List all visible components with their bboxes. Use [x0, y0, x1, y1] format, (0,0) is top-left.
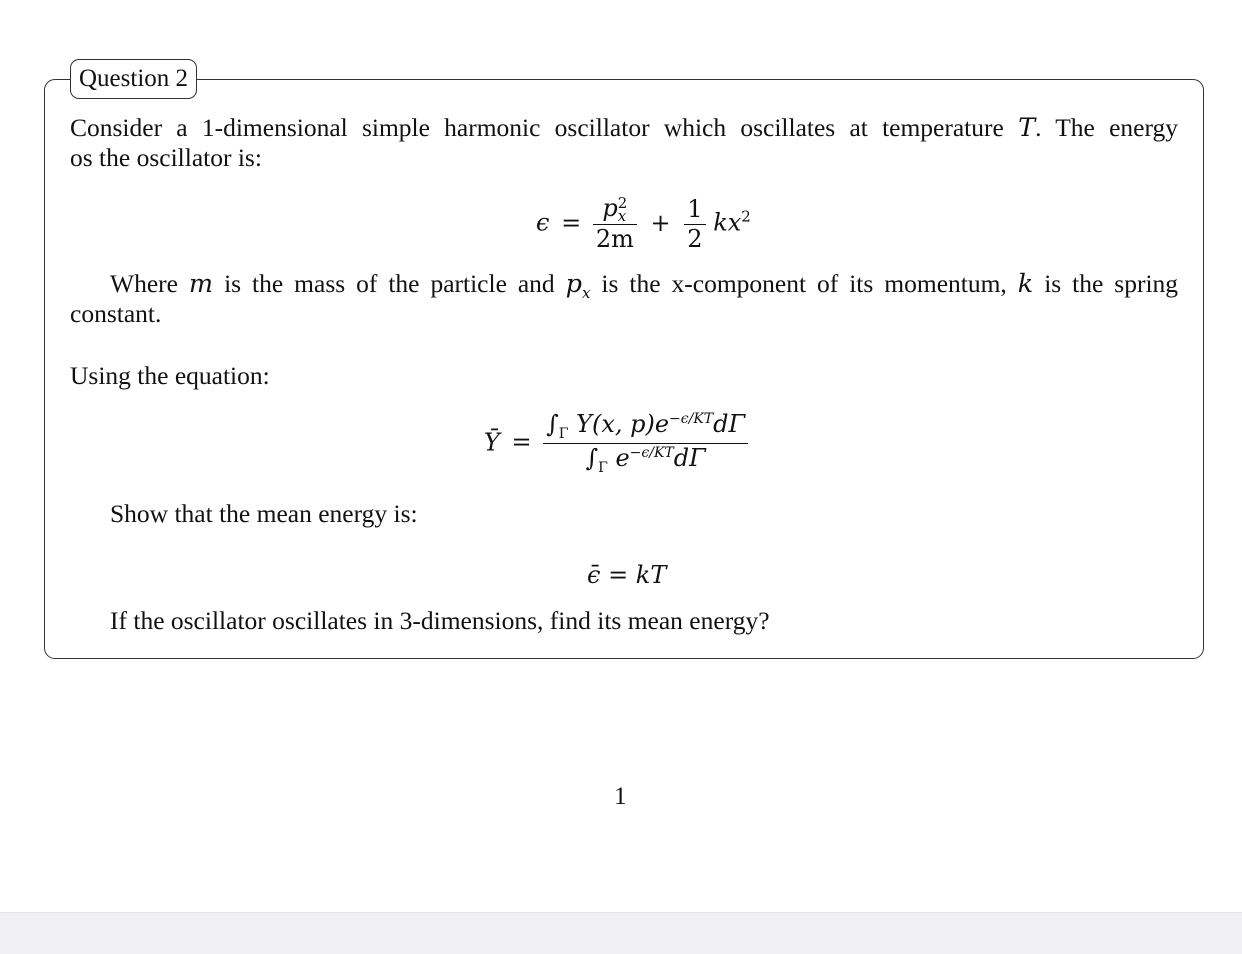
mean-energy-result: ϵ̄ = kT: [587, 561, 667, 589]
show-that-text: Show that the mean energy is:: [110, 499, 418, 528]
question-label: Question 2: [70, 59, 197, 99]
energy-equation: ϵ = p 2 x 2m + $\frac{1}{2}$ $kx^2$: [536, 193, 751, 254]
mean-value-fraction: $\frac{\int_\Gamma Y(x, p)e^{-\epsilon/KT}d\Gamma}{\int_\Gamma e^{-\epsilon/KT}d\Gamma}$: [543, 412, 748, 476]
three-dimension-question: If the oscillator oscillates in 3-dimensions, find its mean energy?: [110, 606, 770, 635]
intro-line-2: os the oscillator is:: [70, 143, 262, 172]
intro-line-1: Consider a 1-dimensional simple harmonic oscillator which oscillates at temperature T. The energy: [70, 113, 1179, 143]
energy-fraction-momentum: p 2 x 2m: [593, 196, 637, 252]
viewer-bottom-bar: [0, 912, 1242, 954]
where-line-1: Where m is the mass of the particle and $p_x$ is the x-component of its momentum, k is the spring: [110, 269, 1179, 303]
var-T: T: [1018, 113, 1036, 143]
energy-fraction-half: $\frac{1}{2}$: [684, 197, 705, 252]
where-line-2: constant.: [70, 299, 162, 328]
mean-value-equation: Ȳ = $\frac{\int_\Gamma Y(x, p)e^{-\epsilon/KT}d\Gamma}{\int_\Gamma e^{-\epsilon/KT}d\Gamma}$: [484, 412, 748, 476]
page-number: 1: [614, 783, 627, 810]
using-equation-text: Using the equation:: [70, 361, 270, 390]
